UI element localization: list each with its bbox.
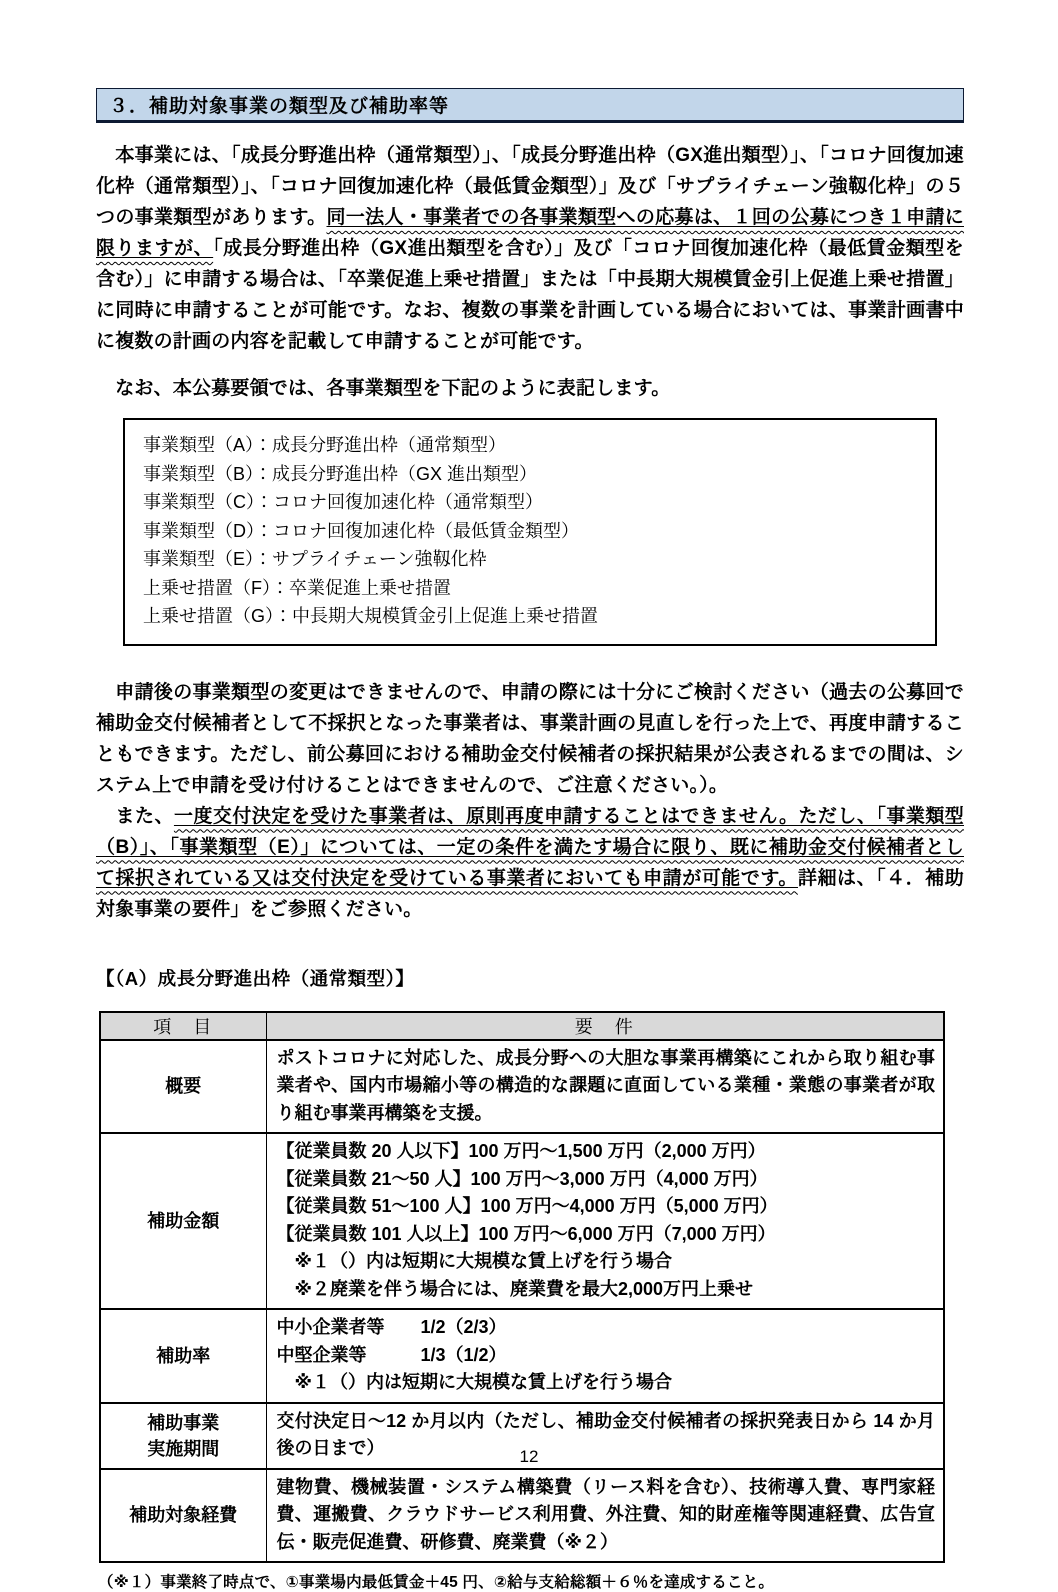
subsection-a-heading: 【（A）成長分野進出枠（通常類型）】	[96, 967, 415, 989]
rate-line-1: 中小企業者等 1/2（2/3）	[276, 1317, 507, 1337]
intro-text-2: 「成長分野進出枠（GX進出類型を含む）」及び「コロナ回復加速化枠（最低賃金類型を含む）」に申請する場合は、「卒業促進上乗せ措置」または「中長期大規模賃金引上促進上乗せ措置」に同時に申請することが可能です。なお、複数の事業を計画している場合においては、事業計画書中に複数の計画の内容を記載して申請することが可能です。	[96, 238, 964, 352]
row-value-expenses: 建物費、機械装置・システム構築費（リース料を含む）、技術導入費、専門家経費、運搬費、クラウドサービス利用費、外注費、知的財産権等関連経費、広告宣伝・販売促進費、研修費、廃業費（※２）	[266, 1469, 944, 1563]
business-type-box	[123, 418, 937, 646]
row-label-amount: 補助金額	[100, 1133, 266, 1309]
intro-underlined-text: 同一法人・事業者での各事業類型への応募は、１回の公募につき１申請に限りますが、	[96, 207, 964, 259]
amount-note-2: ※２廃業を伴う場合には、廃業費を最大2,000万円上乗せ	[276, 1278, 754, 1299]
section-heading-bar	[96, 88, 964, 123]
amount-line-3: 【従業員数 51～100 人】100 万円～4,000 万円（5,000 万円）	[276, 1196, 778, 1216]
intro-paragraph	[96, 140, 964, 357]
caution-paragraph-2	[96, 801, 964, 925]
row-label-overview: 概要	[100, 1040, 266, 1134]
type-item-d: 事業類型（D）：コロナ回復加速化枠（最低賃金類型）	[143, 520, 579, 541]
amount-line-2: 【従業員数 21～50 人】100 万円～3,000 万円（4,000 万円）	[276, 1168, 768, 1189]
period-label-line-2: 実施期間	[147, 1438, 220, 1459]
column-header-item: 項 目	[100, 1012, 266, 1040]
notation-note: なお、本公募要領では、各事業類型を下記のように表記します。	[96, 378, 671, 399]
amount-note-1: ※１（）内は短期に大規模な賃上げを行う場合	[276, 1251, 672, 1271]
table-header-row	[100, 1012, 944, 1040]
row-label-expenses: 補助対象経費	[100, 1469, 266, 1563]
type-item-c: 事業類型（C）：コロナ回復加速化枠（通常類型）	[143, 492, 543, 512]
period-label-line-1: 補助事業	[147, 1412, 220, 1433]
table-row-amount	[100, 1133, 944, 1309]
type-item-b: 事業類型（B）：成長分野進出枠（GX 進出類型）	[143, 463, 538, 484]
caution2-underlined-text: 一度交付決定を受けた事業者は、原則再度申請することはできません。ただし、「事業類型（B）」、「事業類型（E）」については、一定の条件を満たす場合に限り、既に補助金交付候補者として採択されている又は交付決定を受けている事業者においても申請が可能です。	[96, 805, 965, 889]
type-item-e: 事業類型（E）：サプライチェーン強靱化枠	[143, 549, 487, 569]
caution2-text-1: また、	[96, 805, 174, 827]
section-title: ３．補助対象事業の類型及び補助率等	[109, 96, 450, 117]
row-value-amount	[266, 1133, 944, 1309]
type-item-g: 上乗せ措置（G）：中長期大規模賃金引上促進上乗せ措置	[143, 606, 598, 626]
page-number: 12	[519, 1447, 539, 1466]
table-footnote: （※１）事業終了時点で、①事業場内最低賃金＋45 円、②給与支給総額＋６％を達成すること。	[98, 1574, 775, 1591]
caution-paragraph-1: 申請後の事業類型の変更はできませんので、申請の際には十分にご検討ください（過去の公募回で補助金交付候補者として不採択となった事業者は、事業計画の見直しを行った上で、再度申請することもできます。ただし、前公募回における補助金交付候補者の採択結果が公表されるまでの間は、システム上で申請を受け付けることはできませんので、ご注意ください。）。	[96, 681, 964, 796]
table-row-rate	[100, 1309, 944, 1403]
table-row-overview	[100, 1040, 944, 1134]
column-header-requirement: 要 件	[266, 1012, 944, 1040]
row-label-rate: 補助率	[100, 1309, 266, 1403]
row-value-rate	[266, 1309, 944, 1403]
amount-line-1: 【従業員数 20 人以下】100 万円～1,500 万円（2,000 万円）	[276, 1141, 766, 1161]
type-item-f: 上乗せ措置（F）：卒業促進上乗せ措置	[143, 577, 451, 598]
intro-text-1: 本事業には、「成長分野進出枠（通常類型）」、「成長分野進出枠（GX進出類型）」、「コロナ回復加速化枠（通常類型）」、「コロナ回復加速化枠（最低賃金類型）」及び「サプライチェーン強靱化枠」の５つの事業類型があります。	[96, 145, 964, 228]
rate-note-1: ※１（）内は短期に大規模な賃上げを行う場合	[276, 1372, 672, 1392]
requirements-table	[99, 1011, 945, 1564]
type-item-a: 事業類型（A）：成長分野進出枠（通常類型）	[143, 435, 507, 455]
table-row-expenses	[100, 1469, 944, 1563]
page-content	[96, 0, 964, 1592]
amount-line-4: 【従業員数 101 人以上】100 万円～6,000 万円（7,000 万円）	[276, 1223, 776, 1244]
rate-line-2: 中堅企業等 1/3（1/2）	[276, 1344, 507, 1365]
row-value-overview: ポストコロナに対応した、成長分野への大胆な事業再構築にこれから取り組む事業者や、国内市場縮小等の構造的な課題に直面している業種・業態の事業者が取り組む事業再構築を支援。	[266, 1040, 944, 1134]
caution2-text-2: 詳細は、「４．補助対象事業の要件」をご参照ください。	[96, 867, 964, 920]
row-value-period: 交付決定日～12 か月以内（ただし、補助金交付候補者の採択発表日から 14 か月後の日まで）	[266, 1403, 944, 1469]
